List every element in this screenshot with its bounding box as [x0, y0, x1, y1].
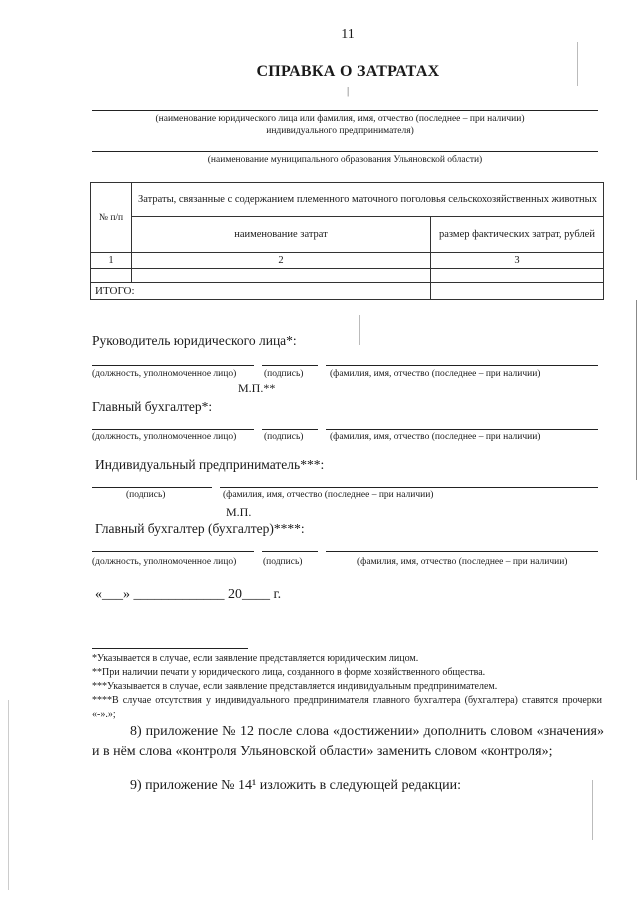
index-cell-1: 1 [91, 253, 132, 269]
chief-accountant-label: Главный бухгалтер*: [92, 399, 213, 414]
chief-accountant-2-label: Главный бухгалтер (бухгалтер)****: [95, 521, 305, 536]
entrepreneur-fullname-caption: (фамилия, имя, отчество (последнее – при наличии) [223, 490, 434, 500]
empty-cell [91, 269, 132, 283]
municipality-line [92, 151, 598, 152]
chief-signature-line [262, 429, 318, 430]
scan-artifact [8, 700, 9, 890]
empty-cell [132, 269, 431, 283]
col-cost-amount-header: размер фактических затрат, рублей [431, 217, 604, 253]
paragraph-8: 8) приложение № 12 после слова «достижении» дополнить словом «значения» и в нём слова «контроля Ульяновской области» заменить словом «контроля»; [92, 724, 604, 759]
head-signature-line [262, 365, 318, 366]
chief2-fullname-caption: (фамилия, имя, отчество (последнее – при наличии) [357, 557, 568, 567]
chief2-position-caption: (должность, уполномоченное лицо) [92, 557, 237, 567]
col-number-header: № п/п [91, 183, 132, 253]
col-cost-name-header: наименование затрат [132, 217, 431, 253]
footnote-1: *Указывается в случае, если заявление представляется юридическим лицом. [92, 653, 419, 664]
head-fullname-caption: (фамилия, имя, отчество (последнее – при наличии) [330, 369, 541, 379]
chief2-fullname-line [326, 551, 598, 552]
costs-group-header: Затраты, связанные с содержанием племенного маточного поголовья сельскохозяйственных животных [132, 183, 604, 217]
head-position-caption: (должность, уполномоченное лицо) [92, 369, 237, 379]
head-signature-caption: (подпись) [264, 369, 304, 379]
paragraph-9: 9) приложение № 14¹ изложить в следующей редакции: [130, 778, 462, 793]
index-cell-3: 3 [431, 253, 604, 269]
page-number: 11 [341, 27, 355, 42]
footnote-3: ***Указывается в случае, если заявление представляется индивидуальным предпринимателем. [92, 681, 498, 692]
stamp-mark-2: М.П. [226, 505, 252, 519]
head-position-line [92, 365, 254, 366]
head-fullname-line [326, 365, 598, 366]
scan-artifact [636, 300, 637, 480]
date-line: «___» _____________ 20____ г. [95, 587, 282, 602]
index-cell-2: 2 [132, 253, 431, 269]
entrepreneur-label: Индивидуальный предприниматель***: [95, 457, 325, 472]
entrepreneur-signature-caption: (подпись) [126, 490, 166, 500]
scan-mark: | [347, 85, 350, 97]
document-title: СПРАВКА О ЗАТРАТАХ [256, 63, 440, 80]
org-name-caption: (наименование юридического лица или фамилия, имя, отчество (последнее – при наличии) индивидуального предпринимателя) [155, 114, 525, 136]
chief-signature-caption: (подпись) [264, 432, 304, 442]
scan-artifact [577, 42, 578, 86]
chief-fullname-caption: (фамилия, имя, отчество (последнее – при наличии) [330, 432, 541, 442]
org-name-line [92, 110, 598, 111]
scan-artifact [592, 780, 593, 840]
chief2-signature-line [262, 551, 318, 552]
empty-cell [431, 269, 604, 283]
stamp-mark-1: М.П.** [238, 381, 276, 395]
entrepreneur-fullname-line [220, 487, 598, 488]
total-value-cell [431, 283, 604, 300]
total-label: ИТОГО: [91, 283, 431, 300]
costs-table [90, 182, 604, 300]
footnote-2: **При наличии печати у юридического лица, созданного в форме хозяйственного общества. [92, 667, 486, 678]
footnote-4: ****В случае отсутствия у индивидуального предпринимателя главного бухгалтера (бухгалтера) ставятся прочерки «-».»; [92, 695, 602, 720]
entrepreneur-signature-line [92, 487, 212, 488]
footnote-separator [92, 648, 248, 649]
chief-position-caption: (должность, уполномоченное лицо) [92, 432, 237, 442]
chief2-signature-caption: (подпись) [263, 557, 303, 567]
chief-position-line [92, 429, 254, 430]
chief-fullname-line [326, 429, 598, 430]
municipality-caption: (наименование муниципального образования Ульяновской области) [207, 155, 483, 165]
head-label: Руководитель юридического лица*: [92, 333, 297, 348]
chief2-position-line [92, 551, 254, 552]
scan-artifact [359, 315, 360, 345]
